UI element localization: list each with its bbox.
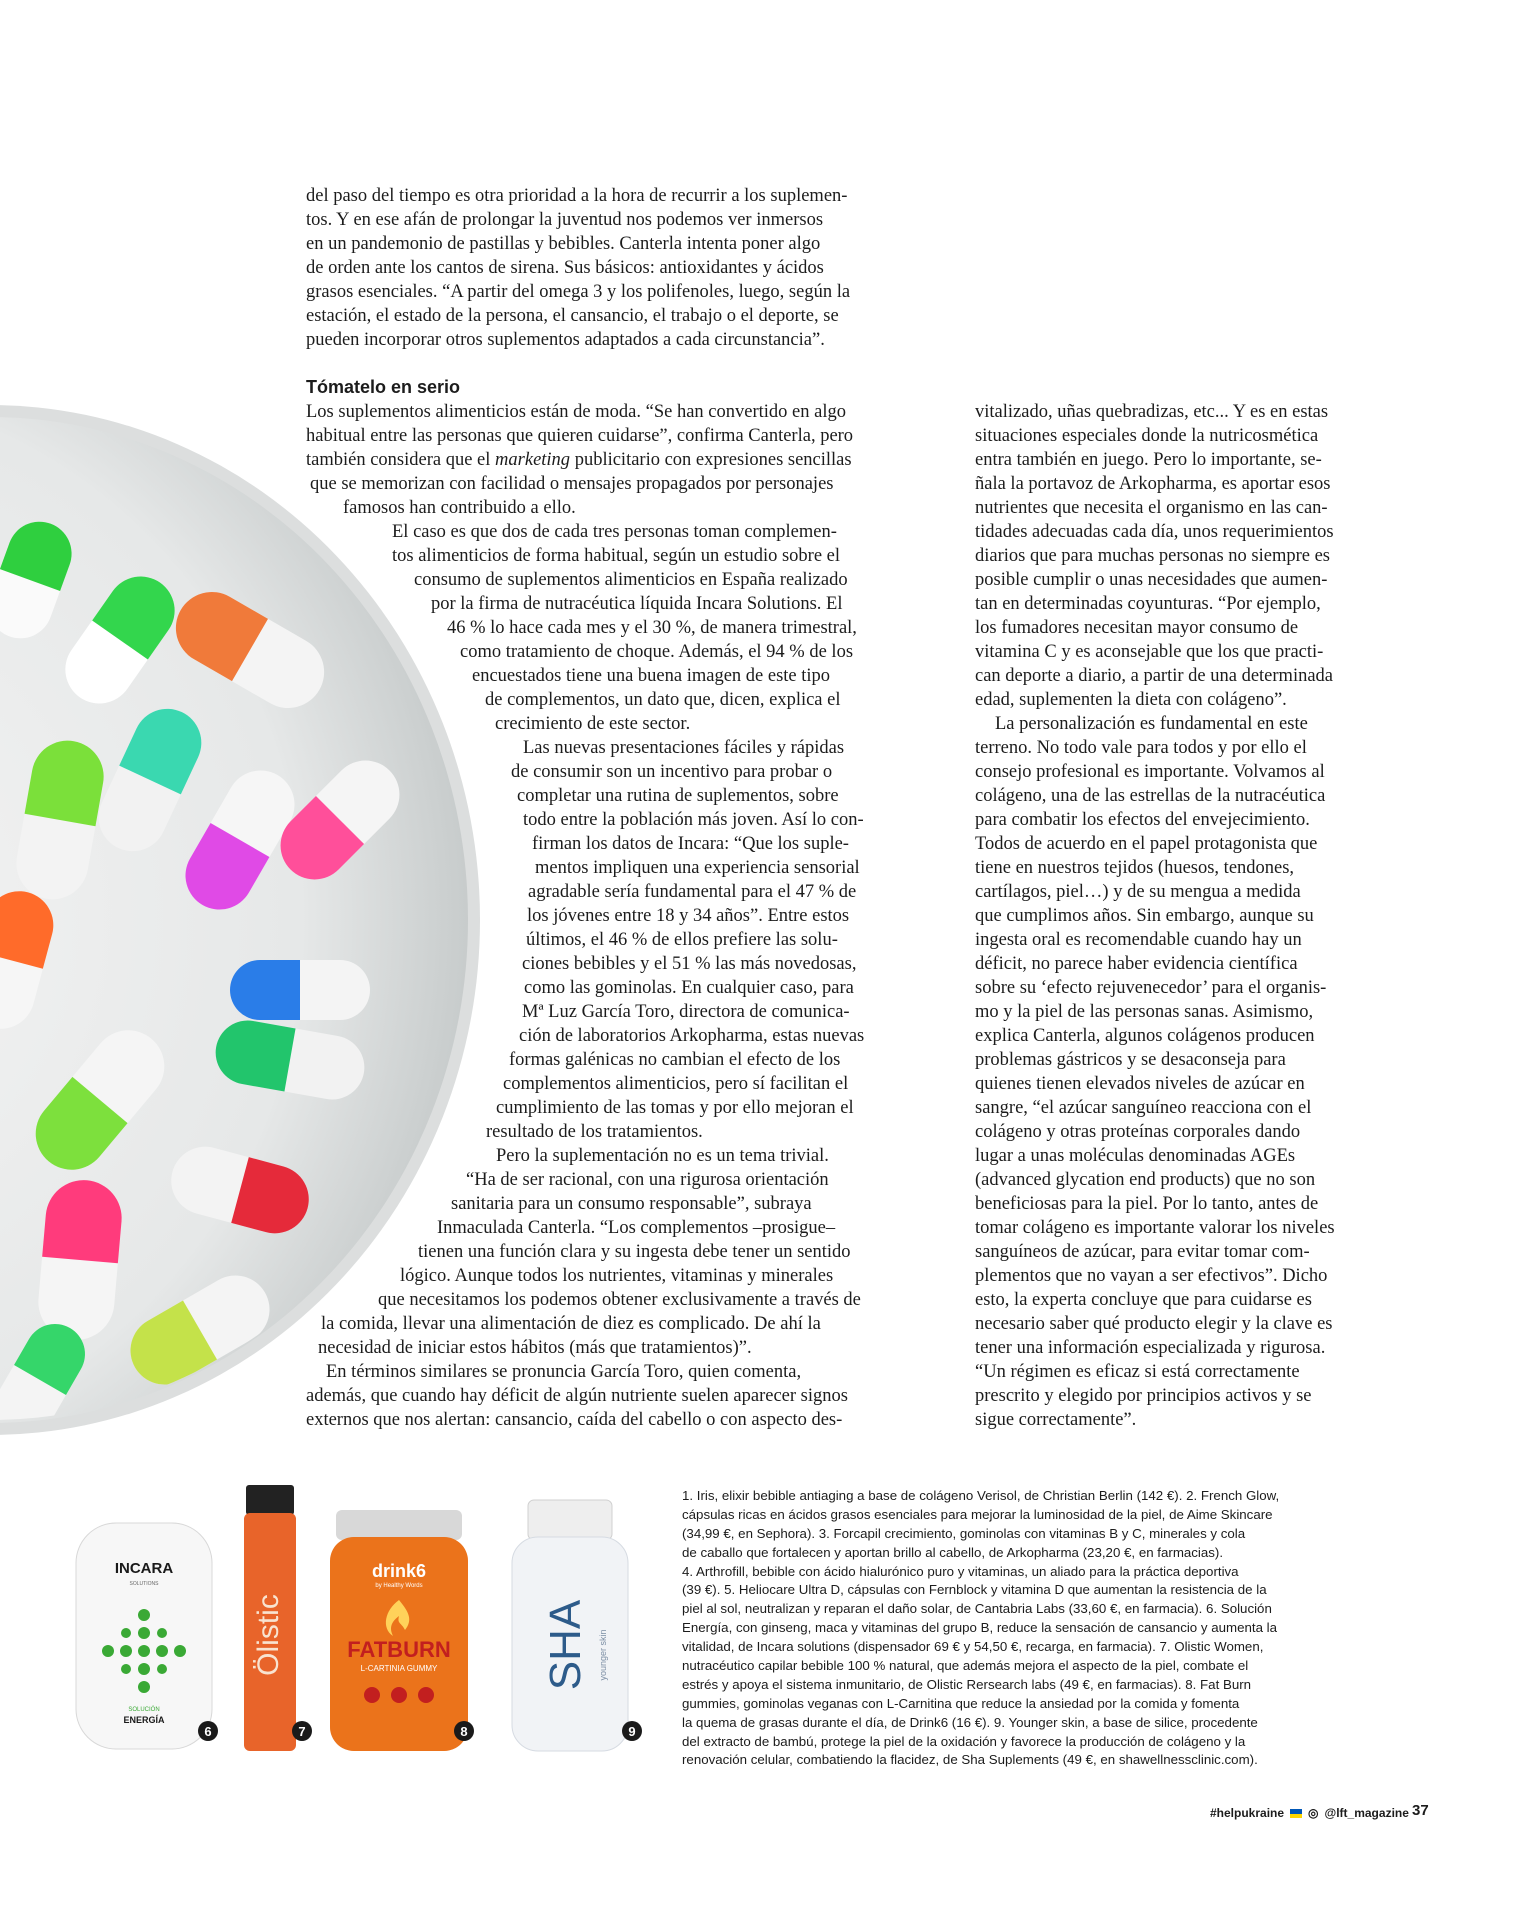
column2-line: entra también en juego. Pero lo importante, se- bbox=[975, 450, 1322, 470]
caption-line: nutracéutico capilar bebible 100 % natural, que además mejora el aspecto de la piel, combate el bbox=[682, 1658, 1249, 1674]
column1-line: externos que nos alertan: cansancio, caída del cabello o con aspecto des- bbox=[306, 1410, 843, 1430]
instagram-icon: ◎ bbox=[1308, 1806, 1319, 1820]
column2-line: La personalización es fundamental en este bbox=[995, 714, 1308, 734]
intro-line: de orden ante los cantos de sirena. Sus básicos: antioxidantes y ácidos bbox=[306, 258, 824, 278]
caption-line: (39 €). 5. Heliocare Ultra D, cápsulas con Fernblock y vitamina D que aumentan la resistencia de la bbox=[682, 1582, 1267, 1598]
column2-line: nutrientes que necesita el organismo en las can- bbox=[975, 498, 1328, 518]
products-photo bbox=[60, 1455, 660, 1785]
caption-line: de caballo que fortalecen y aportan brillo al cabello, de Arkopharma (23,20 €, en farmacias). bbox=[682, 1544, 1224, 1560]
column1-line: firman los datos de Incara: “Que los suple- bbox=[532, 834, 849, 854]
intro-line: del paso del tiempo es otra prioridad a la hora de recurrir a los suplemen- bbox=[306, 186, 848, 206]
badge-9-number: 9 bbox=[628, 1724, 636, 1739]
column2-line: sangre, “el azúcar sanguíneo reacciona con el bbox=[975, 1098, 1312, 1118]
product-drink6 bbox=[330, 1510, 474, 1751]
drink6-sub: L-CARTINIA GUMMY bbox=[360, 1664, 438, 1673]
caption-line: (34,99 €, en Sephora). 3. Forcapil crecimiento, gominolas con vitaminas B y C, minerales y cola bbox=[682, 1525, 1246, 1541]
article-column-1 bbox=[0, 400, 900, 1430]
column2-line: colágeno, una de las estrellas de la nutracéutica bbox=[975, 786, 1326, 806]
column2-line: tiene en nuestros tejidos (huesos, tendones, bbox=[975, 858, 1295, 878]
intro-line: pueden incorporar otros suplementos adaptados a cada circunstancia”. bbox=[306, 330, 825, 350]
column1-line: cumplimiento de las tomas y por ello mejoran el bbox=[496, 1098, 854, 1118]
drink6-by: by Healthy Words bbox=[375, 1583, 423, 1589]
column2-line: vitamina C y es aconsejable que los que practi- bbox=[975, 642, 1324, 662]
page-footer bbox=[1210, 1806, 1415, 1820]
footer-handle: @lft_magazine bbox=[1324, 1806, 1409, 1820]
caption-line: 4. Arthrofill, bebible con ácido hialurónico puro y vitaminas, un aliado para la práctica deportiva bbox=[682, 1563, 1239, 1579]
column2-line: explica Canterla, algunos colágenos producen bbox=[975, 1026, 1315, 1046]
caption-line: del extracto de bambú, protege la piel de la oxidación y favorece la producción de colágeno y la bbox=[682, 1733, 1246, 1749]
column1-line: además, que cuando hay déficit de algún nutriente suelen aparecer signos bbox=[306, 1386, 848, 1406]
column1-line: El caso es que dos de cada tres personas toman complemen- bbox=[392, 522, 837, 542]
column1-line: resultado de los tratamientos. bbox=[486, 1122, 703, 1142]
column2-line: problemas gástricos y se desaconseja para bbox=[975, 1050, 1286, 1070]
column2-line: ñala la portavoz de Arkopharma, es aportar esos bbox=[975, 474, 1331, 494]
caption-line: Energía, con ginseng, maca y vitaminas del grupo B, reduce la sensación de cansancio y aumenta la bbox=[682, 1620, 1278, 1636]
badge-6-number: 6 bbox=[204, 1724, 212, 1739]
caption-line: cápsulas ricas en ácidos grasos esenciales para mejorar la luminosidad de la piel, de Aime Skincare bbox=[682, 1506, 1273, 1522]
column1-line: como las gominolas. En cualquier caso, para bbox=[524, 978, 854, 998]
column2-line: tidades adecuadas cada día, unos requerimientos bbox=[975, 522, 1334, 542]
column1-line: de complementos, un dato que, dicen, explica el bbox=[485, 690, 841, 710]
column2-line: diarios que para muchas personas no siempre es bbox=[975, 546, 1330, 566]
column2-line: tomar colágeno es importante valorar los niveles bbox=[975, 1218, 1335, 1238]
section-heading: Tómatelo en serio bbox=[306, 377, 461, 397]
column2-line: cartílagos, piel…) y de su mengua a medida bbox=[975, 882, 1301, 902]
column2-line: posible cumplir o unas necesidades que aumen- bbox=[975, 570, 1328, 590]
column1-line: Mª Luz García Toro, directora de comunica- bbox=[522, 1002, 850, 1022]
column2-line: edad, suplementen la dieta con colágeno”. bbox=[975, 690, 1287, 710]
column1-line: ciones bebibles y el 51 % las más novedosas, bbox=[522, 954, 857, 974]
column2-line: quienes tienen elevados niveles de azúcar en bbox=[975, 1074, 1305, 1094]
column1-line: necesidad de iniciar estos hábitos (más que tratamientos)”. bbox=[318, 1338, 752, 1358]
caption-line: vitalidad, de Incara solutions (dispensador 69 € y 54,50 €, recarga, en farmacia). 7. Olistic Women, bbox=[682, 1639, 1264, 1655]
drink6-brand: drink6 bbox=[371, 1561, 427, 1581]
incara-sub: SOLUTIONS bbox=[129, 1581, 159, 1587]
column1-line: agradable sería fundamental para el 47 % de bbox=[528, 882, 857, 902]
column2-line: que cumplimos años. Sin embargo, aunque su bbox=[975, 906, 1314, 926]
column1-line: crecimiento de este sector. bbox=[495, 714, 691, 734]
column1-line: formas galénicas no cambian el efecto de los bbox=[509, 1050, 841, 1070]
column1-line: que necesitamos los podemos obtener exclusivamente a través de bbox=[378, 1290, 861, 1310]
caption-line: la quema de grasas durante el día, de Drink6 (16 €). 9. Younger skin, a base de silice, procedente bbox=[682, 1714, 1258, 1730]
column2-line: colágeno y otras proteínas corporales dando bbox=[975, 1122, 1301, 1142]
incara-brand: INCARA bbox=[114, 1560, 174, 1577]
badge-7-number: 7 bbox=[298, 1724, 306, 1739]
ukraine-flag-icon bbox=[1290, 1809, 1302, 1818]
column1-line: habitual entre las personas que quieren cuidarse”, confirma Canterla, pero bbox=[306, 426, 854, 446]
sha-sub: younger skin bbox=[598, 1629, 608, 1681]
column1-line: Las nuevas presentaciones fáciles y rápidas bbox=[523, 738, 845, 758]
sha-brand: SHA bbox=[541, 1599, 590, 1691]
column1-line: los jóvenes entre 18 y 34 años”. Entre estos bbox=[527, 906, 850, 926]
column2-line: terreno. No todo vale para todos y por ello el bbox=[975, 738, 1307, 758]
badge-8-number: 8 bbox=[460, 1724, 468, 1739]
column2-line: (advanced glycation end products) que no son bbox=[975, 1170, 1316, 1190]
column1-line: mentos impliquen una experiencia sensorial bbox=[535, 858, 860, 878]
column2-line: sanguíneos de azúcar, para evitar tomar com- bbox=[975, 1242, 1310, 1262]
intro-line: tos. Y en ese afán de prolongar la juventud nos podemos ver inmersos bbox=[306, 210, 824, 230]
column2-line: plementos que no vayan a ser efectivos”. Dicho bbox=[975, 1266, 1328, 1286]
column2-line: ingesta oral es recomendable cuando hay un bbox=[975, 930, 1302, 950]
caption-line: gummies, gominolas veganas con L-Carnitina que reduce la ansiedad por la comida y fomenta bbox=[682, 1695, 1240, 1711]
column2-line: tan en determinadas coyunturas. “Por ejemplo, bbox=[975, 594, 1321, 614]
products-caption bbox=[682, 1487, 1342, 1770]
page-number: 37 bbox=[1412, 1802, 1429, 1819]
column2-line: vitalizado, uñas quebradizas, etc... Y es en estas bbox=[975, 402, 1329, 422]
column1-line: “Ha de ser racional, con una rigurosa orientación bbox=[466, 1170, 829, 1190]
column1-line: tos alimenticios de forma habitual, según un estudio sobre el bbox=[392, 546, 841, 566]
column1-line: completar una rutina de suplementos, sobre bbox=[517, 786, 839, 806]
column1-line: Inmaculada Canterla. “Los complementos –prosigue– bbox=[437, 1218, 836, 1238]
product-sha bbox=[512, 1500, 642, 1751]
intro-line: en un pandemonio de pastillas y bebibles. Canterla intenta poner algo bbox=[306, 234, 821, 254]
footer-hashtag: #helpukraine bbox=[1210, 1806, 1285, 1820]
column1-line: también considera que el marketing publicitario con expresiones sencillas bbox=[306, 450, 852, 470]
column2-line: Todos de acuerdo en el papel protagonista que bbox=[975, 834, 1318, 854]
column1-line: famosos han contribuido a ello. bbox=[343, 498, 576, 518]
column1-line: En términos similares se pronuncia García Toro, quien comenta, bbox=[326, 1362, 802, 1382]
column2-line: prescrito y elegido por principios activos y se bbox=[975, 1386, 1312, 1406]
column1-line: tienen una función clara y su ingesta debe tener un sentido bbox=[418, 1242, 851, 1262]
column1-line: sanitaria para un consumo responsable”, subraya bbox=[451, 1194, 812, 1214]
column2-line: can deporte a diario, a partir de una determinada bbox=[975, 666, 1334, 686]
column2-line: necesario saber qué producto elegir y la clave es bbox=[975, 1314, 1333, 1334]
intro-line: estación, el estado de la persona, el cansancio, el trabajo o el deporte, se bbox=[306, 306, 839, 326]
column1-line: Los suplementos alimenticios están de moda. “Se han convertido en algo bbox=[306, 402, 846, 422]
column1-line: la comida, llevar una alimentación de diez es complicado. De ahí la bbox=[321, 1314, 821, 1334]
column2-line: consejo profesional es importante. Volvamos al bbox=[975, 762, 1325, 782]
column1-line: todo entre la población más joven. Así lo con- bbox=[523, 810, 864, 830]
caption-line: renovación celular, combatiendo la flacidez, de Sha Suplements (49 €, en shawellnessclinic.com). bbox=[682, 1752, 1258, 1768]
column1-line: de consumir son un incentivo para probar o bbox=[511, 762, 833, 782]
column2-line: esto, la experta concluye que para cuidarse es bbox=[975, 1290, 1312, 1310]
intro-paragraph bbox=[306, 184, 876, 352]
column2-line: déficit, no parece haber evidencia científica bbox=[975, 954, 1298, 974]
column1-line: por la firma de nutracéutica líquida Incara Solutions. El bbox=[431, 594, 843, 614]
caption-line: piel al sol, neutralizan y reparan el daño solar, de Cantabria Labs (33,60 €, en farmacia). 6. Solución bbox=[682, 1601, 1272, 1617]
column2-line: “Un régimen es eficaz si está correctamente bbox=[975, 1362, 1300, 1382]
column2-line: los fumadores necesitan mayor consumo de bbox=[975, 618, 1299, 638]
column1-line: 46 % lo hace cada mes y el 30 %, de manera trimestral, bbox=[447, 618, 857, 638]
column2-line: tener una información especializada y rigurosa. bbox=[975, 1338, 1326, 1358]
incara-label2: ENERGÍA bbox=[123, 1715, 165, 1725]
column1-line: lógico. Aunque todos los nutrientes, vitaminas y minerales bbox=[400, 1266, 834, 1286]
column2-line: sobre su ‘efecto rejuvenecedor’ para el organis- bbox=[975, 978, 1327, 998]
column1-line: que se memorizan con facilidad o mensajes propagados por personajes bbox=[310, 474, 834, 494]
product-olistic bbox=[244, 1485, 312, 1751]
olistic-brand: Ölistic bbox=[252, 1594, 285, 1676]
column1-line: ción de laboratorios Arkopharma, estas nuevas bbox=[519, 1026, 865, 1046]
column2-line: situaciones especiales donde la nutricosmética bbox=[975, 426, 1319, 446]
column1-line: últimos, el 46 % de ellos prefiere las solu- bbox=[526, 930, 838, 950]
incara-label1: SOLUCIÓN bbox=[128, 1707, 160, 1713]
intro-line: grasos esenciales. “A partir del omega 3 y los polifenoles, luego, según la bbox=[306, 282, 851, 302]
column1-line: encuestados tiene una buena imagen de este tipo bbox=[472, 666, 831, 686]
caption-line: 1. Iris, elixir bebible antiaging a base de colágeno Verisol, de Christian Berlin (142 €). 2. French Glow, bbox=[682, 1488, 1280, 1503]
column2-line: para combatir los efectos del envejecimiento. bbox=[975, 810, 1310, 830]
column2-line: sigue correctamente”. bbox=[975, 1410, 1137, 1430]
column1-line: como tratamiento de choque. Además, el 94 % de los bbox=[460, 642, 854, 662]
column1-line: consumo de suplementos alimenticios en España realizado bbox=[414, 570, 848, 590]
column2-line: beneficiosas para la piel. Por lo tanto, antes de bbox=[975, 1194, 1319, 1214]
column2-line: lugar a unas moléculas denominadas AGEs bbox=[975, 1146, 1296, 1166]
drink6-name: FATBURN bbox=[347, 1637, 451, 1662]
product-incara bbox=[76, 1523, 218, 1749]
article-column-2 bbox=[975, 400, 1335, 1432]
column1-line: complementos alimenticios, pero sí facilitan el bbox=[503, 1074, 849, 1094]
column1-line: Pero la suplementación no es un tema trivial. bbox=[496, 1146, 829, 1166]
column2-line: mo y la piel de las personas sanas. Asimismo, bbox=[975, 1002, 1314, 1022]
caption-line: estrés y apoya el sistema inmunitario, de Olistic Rersearch labs (49 €, en farmacias). 8. Fat Burn bbox=[682, 1676, 1252, 1692]
